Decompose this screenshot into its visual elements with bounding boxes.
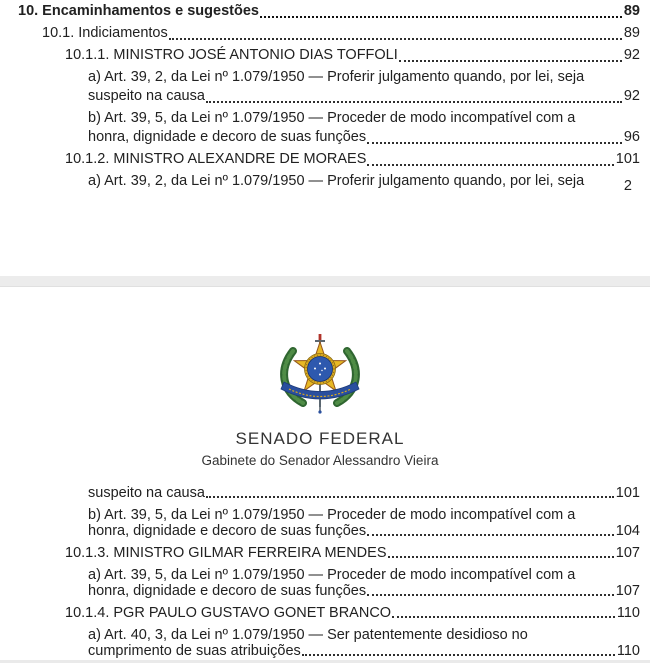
toc-entry-label: a) Art. 39, 2, da Lei nº 1.079/1950 — Proferir julgamento quando, por lei, seja (88, 69, 585, 85)
toc-page-number: 89 (623, 25, 640, 41)
toc-page-number: 92 (623, 88, 640, 104)
toc-entry-label: suspeito na causa (88, 485, 205, 501)
toc-page-number: 101 (615, 151, 640, 167)
toc-page-number: 92 (623, 47, 640, 63)
dot-leader (392, 605, 615, 618)
toc-entry-label: b) Art. 39, 5, da Lei nº 1.079/1950 — Proceder de modo incompatível com a (88, 110, 576, 126)
senado-coat-of-arms-icon (276, 333, 364, 415)
toc-line (0, 507, 640, 523)
toc-entry-label: a) Art. 39, 2, da Lei nº 1.079/1950 — Proferir julgamento quando, por lei, seja (88, 173, 585, 189)
toc-entry-label: 10.1. Indiciamentos (42, 25, 168, 41)
toc-line (0, 46, 640, 65)
toc-line (0, 605, 640, 621)
toc-entry-label: honra, dignidade e decoro de suas funções (88, 523, 367, 539)
dot-leader (399, 46, 622, 62)
toc-page-number: 107 (615, 583, 640, 599)
office-subtitle: Gabinete do Senador Alessandro Vieira (201, 453, 439, 468)
dot-leader (302, 643, 615, 656)
toc-line (0, 643, 640, 659)
dot-leader (367, 150, 613, 166)
toc-page-number: 110 (616, 605, 640, 621)
dot-leader (367, 583, 614, 596)
toc-line (0, 128, 640, 147)
toc-line (0, 567, 640, 583)
page-separator (0, 276, 650, 287)
toc-line (0, 545, 640, 561)
institution-title: SENADO FEDERAL (235, 429, 405, 448)
toc-line (0, 24, 640, 43)
toc-line (0, 150, 640, 169)
toc-line (0, 523, 640, 539)
toc-line (0, 68, 640, 87)
dot-leader (367, 128, 622, 144)
dot-leader (260, 2, 622, 18)
toc-page-number: 101 (615, 485, 640, 501)
toc-entry-label: 10. Encaminhamentos e sugestões (18, 3, 259, 19)
toc-page-number: 110 (616, 643, 640, 659)
page-2 (0, 0, 650, 276)
page-number-folio: 2 (623, 178, 632, 194)
toc-entry-label: suspeito na causa (88, 88, 205, 104)
toc-line (0, 2, 640, 21)
toc-line (0, 627, 640, 643)
toc-line (0, 583, 640, 599)
toc-entry-label: 10.1.1. MINISTRO JOSÉ ANTONIO DIAS TOFFOLI (65, 47, 398, 63)
toc-entry-label: a) Art. 39, 5, da Lei nº 1.079/1950 — Proceder de modo incompatível com a (88, 567, 576, 583)
toc-entry-label: a) Art. 40, 3, da Lei nº 1.079/1950 — Ser patentemente desidioso no (88, 627, 528, 643)
toc-page-number: 104 (615, 523, 640, 539)
toc-entry-label: 10.1.3. MINISTRO GILMAR FERREIRA MENDES (65, 545, 387, 561)
toc-line (0, 485, 640, 501)
toc-entry-label: honra, dignidade e decoro de suas funções (88, 583, 367, 599)
dot-leader (388, 545, 614, 558)
toc-line (0, 87, 640, 106)
toc-entry-label: 10.1.2. MINISTRO ALEXANDRE DE MORAES (65, 151, 367, 167)
dot-leader (169, 24, 622, 40)
toc-line (0, 109, 640, 128)
toc-entry-label: honra, dignidade e decoro de suas funções (88, 129, 367, 145)
toc-page-number: 89 (623, 3, 640, 19)
page-3 (0, 288, 650, 660)
toc-entry-label: cumprimento de suas atribuições (88, 643, 301, 659)
toc-page-3 (0, 485, 640, 659)
toc-entry-label: 10.1.4. PGR PAULO GUSTAVO GONET BRANCO (65, 605, 392, 621)
toc-line (0, 172, 640, 191)
toc-page-number: 96 (623, 129, 640, 145)
dot-leader (206, 87, 622, 103)
dot-leader (206, 485, 614, 498)
toc-page-2 (0, 2, 640, 191)
dot-leader (367, 523, 614, 536)
toc-entry-label: b) Art. 39, 5, da Lei nº 1.079/1950 — Proceder de modo incompatível com a (88, 507, 576, 523)
letterhead (0, 333, 640, 468)
toc-page-number: 107 (615, 545, 640, 561)
